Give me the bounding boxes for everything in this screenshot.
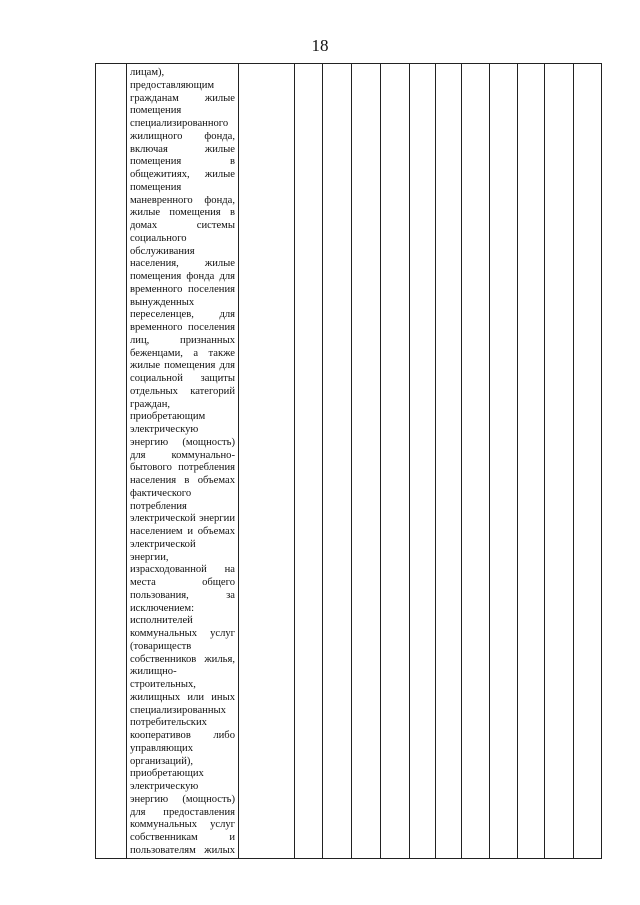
text-line: специализированных bbox=[130, 704, 226, 716]
text-line: временного поселения bbox=[130, 283, 235, 295]
empty-cell bbox=[352, 64, 381, 859]
text-line: лиц, признанных bbox=[130, 334, 235, 346]
text-line: лицам), bbox=[130, 67, 165, 78]
empty-cell bbox=[239, 64, 295, 859]
empty-cell bbox=[323, 64, 352, 859]
consumer-category-cell bbox=[127, 64, 239, 859]
text-line: специализированного bbox=[130, 118, 229, 129]
text-line: коммунальных услуг bbox=[130, 628, 235, 639]
text-line: помещения bbox=[130, 181, 182, 193]
text-line: маневренного фонда, bbox=[130, 194, 235, 206]
text-line: беженцами, а также bbox=[130, 347, 235, 359]
text-line: жилые помещения в bbox=[130, 207, 235, 219]
empty-cell bbox=[490, 64, 518, 859]
empty-cell bbox=[381, 64, 410, 859]
empty-cell bbox=[436, 64, 462, 859]
text-line: населения, жилые bbox=[130, 258, 235, 270]
row-number-cell bbox=[96, 64, 127, 859]
text-line: кооперативов либо bbox=[130, 730, 235, 741]
text-line: управляющих bbox=[130, 742, 194, 754]
empty-cell bbox=[410, 64, 436, 859]
text-line: пользования, за bbox=[130, 589, 235, 601]
text-line: помещения фонда для bbox=[130, 271, 235, 282]
text-line: бытового потребления bbox=[130, 462, 235, 474]
tariff-table bbox=[95, 63, 602, 859]
text-line: отдельных категорий bbox=[130, 385, 235, 397]
text-line: собственникам и bbox=[130, 832, 235, 843]
text-line: коммунальных услуг bbox=[130, 819, 235, 831]
text-line: населением и объемах bbox=[130, 526, 235, 537]
text-line: электрическую bbox=[130, 781, 199, 792]
text-line: энергии, bbox=[130, 551, 169, 563]
text-line: (товариществ bbox=[130, 640, 192, 652]
text-line: жилищных или иных bbox=[130, 691, 235, 703]
text-line: электрическую bbox=[130, 424, 199, 435]
text-line: организаций), bbox=[130, 755, 194, 767]
text-line: временного поселения bbox=[130, 322, 235, 333]
text-line: исключением: bbox=[130, 602, 195, 614]
text-line: обслуживания bbox=[130, 245, 195, 257]
text-line: потребления bbox=[130, 500, 187, 512]
text-line: израсходованной на bbox=[130, 564, 235, 576]
text-line: жилищного фонда, bbox=[130, 130, 235, 142]
empty-cell bbox=[295, 64, 323, 859]
text-line: пользователям жилых bbox=[130, 844, 235, 856]
text-line: вынужденных bbox=[130, 296, 195, 308]
text-line: собственников жилья, bbox=[130, 653, 235, 665]
empty-cell bbox=[574, 64, 602, 859]
text-line: электрической bbox=[130, 538, 196, 550]
consumer-category-text bbox=[127, 64, 238, 858]
text-line: энергию (мощность) bbox=[130, 793, 235, 805]
text-line: социальной защиты bbox=[130, 373, 235, 384]
text-line: потребительских bbox=[130, 717, 207, 729]
text-line: помещения bbox=[130, 105, 182, 117]
text-line: приобретающих bbox=[130, 768, 204, 780]
text-line: энергию (мощность) bbox=[130, 436, 235, 448]
table-row bbox=[96, 64, 602, 859]
text-line: жилые помещения для bbox=[130, 360, 235, 372]
text-line: строительных, bbox=[130, 679, 196, 690]
text-line: включая жилые bbox=[130, 143, 235, 155]
text-line: фактического bbox=[130, 487, 192, 499]
text-line: электрической энергии bbox=[130, 513, 235, 525]
text-line: помещения в bbox=[130, 156, 235, 168]
text-line: граждан, bbox=[130, 398, 171, 410]
text-line: для коммунально- bbox=[130, 449, 235, 461]
empty-cell bbox=[462, 64, 490, 859]
empty-cell bbox=[518, 64, 545, 859]
text-line: для предоставления bbox=[130, 806, 235, 818]
text-line: исполнителей bbox=[130, 615, 193, 627]
text-line: предоставляющим bbox=[130, 79, 215, 91]
text-line: места общего bbox=[130, 577, 235, 588]
text-line: общежитиях, жилые bbox=[130, 169, 235, 180]
text-line: приобретающим bbox=[130, 411, 206, 423]
text-line: населения в объемах bbox=[130, 475, 235, 486]
text-line: домах системы bbox=[130, 220, 235, 231]
text-line: жилищно- bbox=[130, 666, 177, 678]
text-line: гражданам жилые bbox=[130, 92, 235, 104]
text-line: социального bbox=[130, 232, 187, 244]
empty-cell bbox=[545, 64, 574, 859]
text-line: переселенцев, для bbox=[130, 309, 235, 321]
page-number: 18 bbox=[311, 36, 329, 55]
